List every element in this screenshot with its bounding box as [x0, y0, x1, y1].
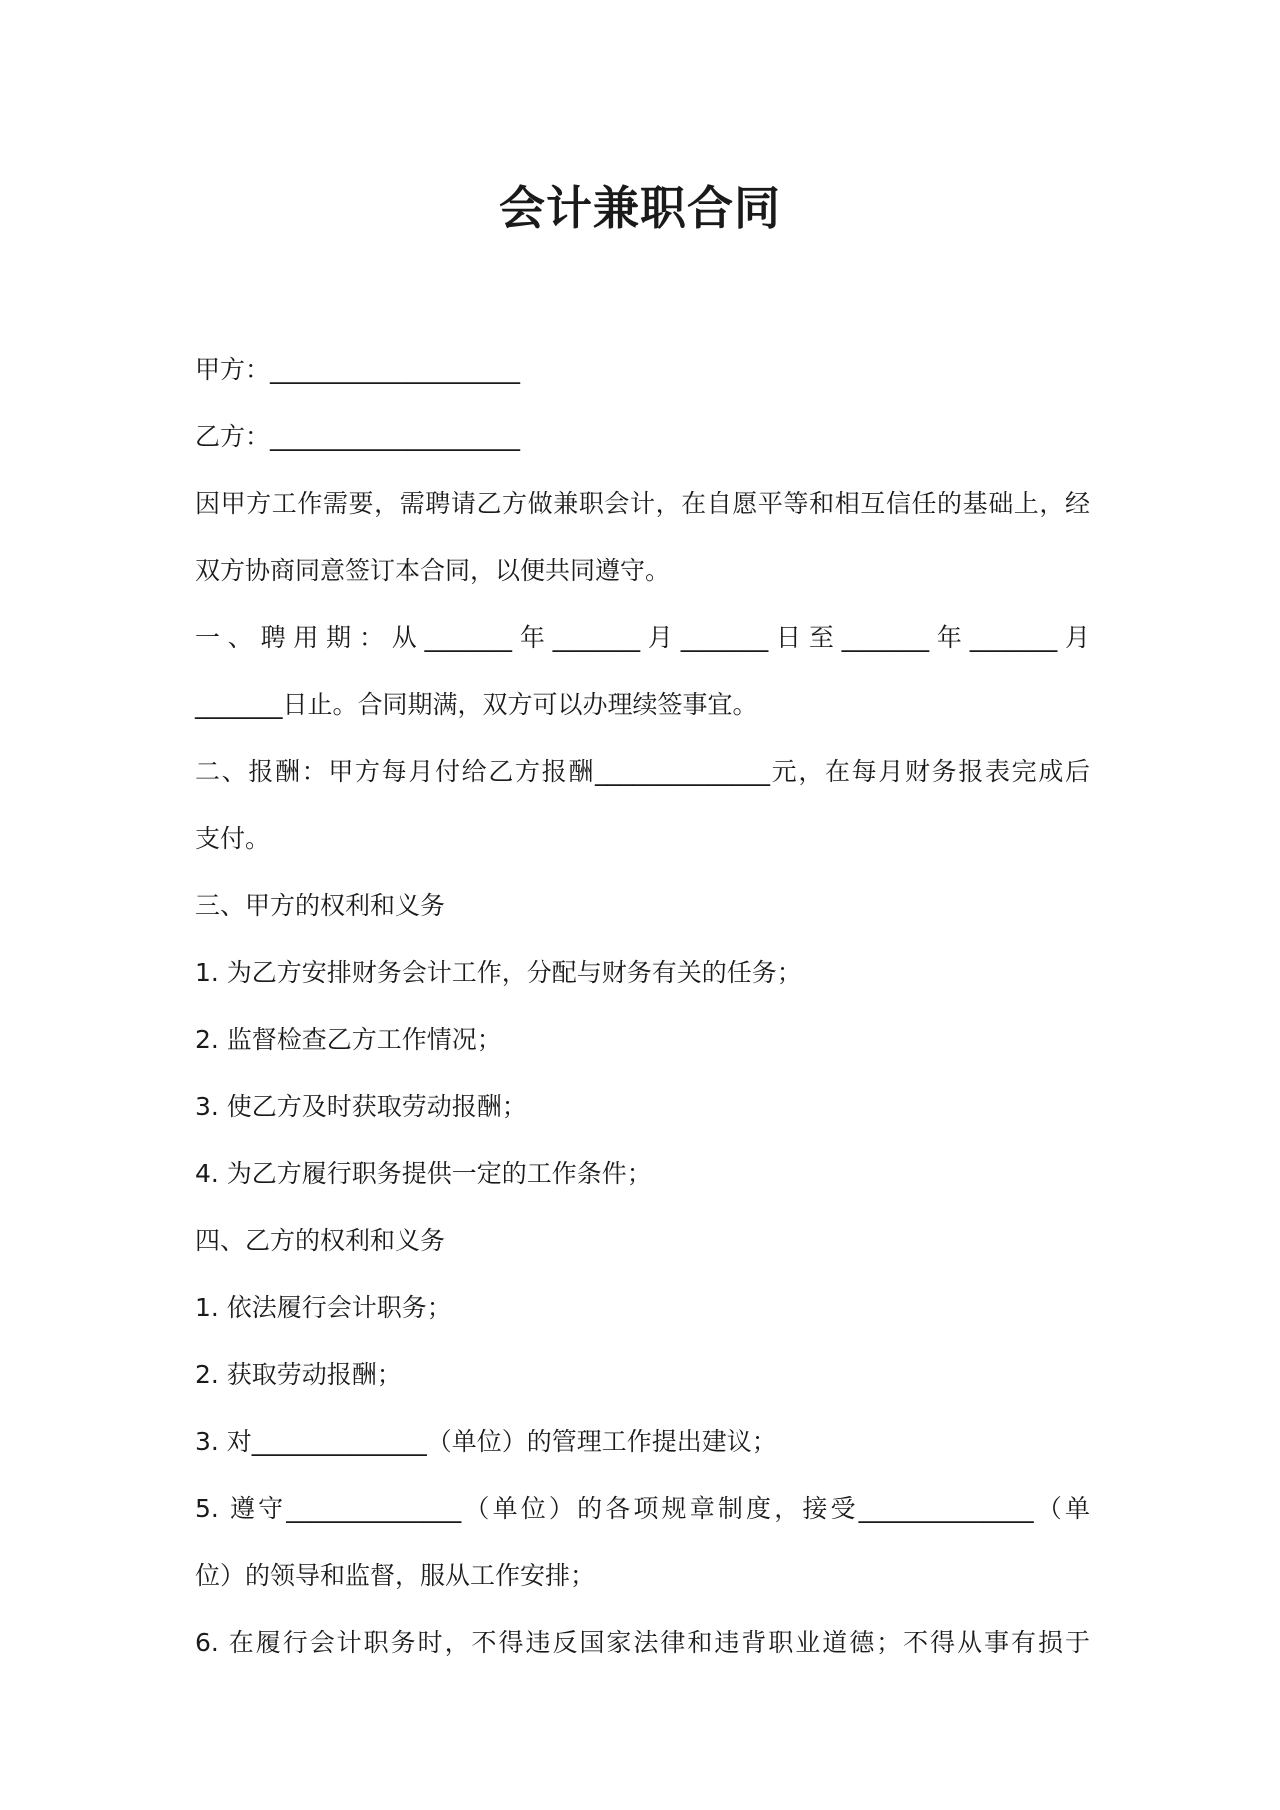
section-3-item-3: 3. 使乙方及时获取劳动报酬；: [195, 1092, 527, 1121]
section-4-item-5-line-2: 位）的领导和监督，服从工作安排；: [195, 1561, 596, 1590]
section-4-item-1: 1. 依法履行会计职务；: [195, 1293, 452, 1322]
section-3-item-1: 1. 为乙方安排财务会计工作，分配与财务有关的任务；: [195, 958, 802, 987]
party-b-line: 乙方：____________________: [195, 422, 521, 451]
section-3-item-4: 4. 为乙方履行职务提供一定的工作条件；: [195, 1159, 652, 1188]
section-4-item-3: 3. 对______________（单位）的管理工作提出建议；: [195, 1427, 777, 1456]
document-body: [195, 336, 1090, 1676]
party-a-line: 甲方：____________________: [195, 355, 521, 384]
document-title: 会计兼职合同: [499, 181, 781, 235]
clause-1-line-2: _______日止。合同期满，双方可以办理续签事宜。: [195, 690, 758, 719]
clause-2-line-1: 二、报酬：甲方每月付给乙方报酬______________元，在每月财务报表完成后: [195, 757, 1090, 786]
preamble-line-2: 双方协商同意签订本合同，以便共同遵守。: [195, 556, 671, 585]
section-3-heading: 三、甲方的权利和义务: [195, 891, 446, 920]
section-4-item-6-line-1: 6. 在履行会计职务时，不得违反国家法律和违背职业道德；不得从事有损于: [195, 1628, 1090, 1657]
clause-1-line-1: 一、聘用期：从_______年_______月_______日至_______年_______月: [195, 623, 1090, 652]
section-4-item-2: 2. 获取劳动报酬；: [195, 1360, 402, 1389]
clause-2-line-2: 支付。: [195, 824, 271, 853]
section-3-item-2: 2. 监督检查乙方工作情况；: [195, 1025, 502, 1054]
preamble-line-1: 因甲方工作需要，需聘请乙方做兼职会计，在自愿平等和相互信任的基础上，经: [195, 489, 1090, 518]
section-4-item-5-line-1: 5. 遵守______________（单位）的各项规章制度，接受______________（单: [195, 1494, 1090, 1523]
section-4-heading: 四、乙方的权利和义务: [195, 1226, 446, 1255]
